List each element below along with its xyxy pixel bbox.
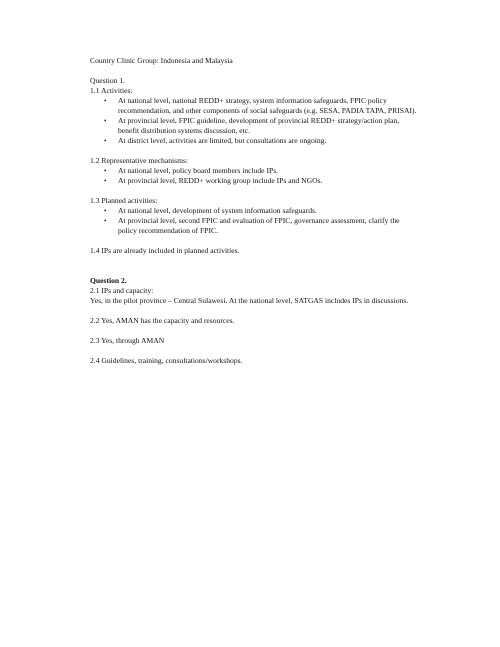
list-item-text: At district level, activities are limited, but consultations are ongoing. xyxy=(118,136,327,145)
list-item-text: At national level, development of system information safeguards. xyxy=(118,206,317,215)
question-1-heading: Question 1. xyxy=(90,76,126,85)
list-item-text: At national level, national REDD+ strategy, system information safeguards, FPIC policy recommendation, and other components of social safeguards (e.g. SESA, PADIA TAPA, PRISAI). xyxy=(118,96,417,115)
list-item-text: At provincial level, FPIC guideline, development of provincial REDD+ strategy/action plan, benefit distribution systems discussion, etc. xyxy=(118,116,400,135)
bullet-icon: • xyxy=(104,167,107,175)
section-1-2-heading: 1.2 Representative mechanisms: xyxy=(90,156,189,165)
list-item xyxy=(90,136,420,146)
list-item-text: At provincial level, REDD+ working group include IPs and NGOs. xyxy=(118,176,323,185)
section-1-1-list xyxy=(90,96,420,146)
section-1-3-list xyxy=(90,206,420,236)
bullet-icon: • xyxy=(104,137,107,145)
bullet-icon: • xyxy=(104,117,107,125)
section-2-3-text: 2.3 Yes, through AMAN xyxy=(90,336,165,345)
list-item xyxy=(90,166,420,176)
section-2-2-text: 2.2 Yes, AMAN has the capacity and resources. xyxy=(90,316,235,325)
section-2-1-text: Yes, in the pilot province – Central Sulawesi. At the national level, SATGAS includes IPs in discussions. xyxy=(90,296,409,305)
list-item-text: At provincial level, second FPIC and evaluation of FPIC, governance assessment, clarify the policy recommendation of FPIC. xyxy=(118,216,400,235)
section-2-1-heading: 2.1 IPs and capacity: xyxy=(90,286,154,295)
section-1-3-heading: 1.3 Planned activities: xyxy=(90,196,158,205)
list-item xyxy=(90,96,420,116)
question-2-heading: Question 2. xyxy=(90,276,127,285)
bullet-icon: • xyxy=(104,207,107,215)
bullet-icon: • xyxy=(104,217,107,225)
document-title: Country Clinic Group: Indonesia and Malaysia xyxy=(90,56,233,65)
list-item xyxy=(90,176,420,186)
list-item xyxy=(90,216,420,236)
section-1-4-text: 1.4 IPs are already included in planned activities. xyxy=(90,246,240,255)
section-2-4-text: 2.4 Guidelines, training, consultations/workshops. xyxy=(90,356,243,365)
list-item xyxy=(90,116,420,136)
section-1-1-heading: 1.1 Activities: xyxy=(90,86,133,95)
list-item-text: At national level, policy board members include IPs. xyxy=(118,166,279,175)
bullet-icon: • xyxy=(104,97,107,105)
section-1-2-list xyxy=(90,166,420,186)
bullet-icon: • xyxy=(104,177,107,185)
document-page xyxy=(90,56,420,366)
list-item xyxy=(90,206,420,216)
